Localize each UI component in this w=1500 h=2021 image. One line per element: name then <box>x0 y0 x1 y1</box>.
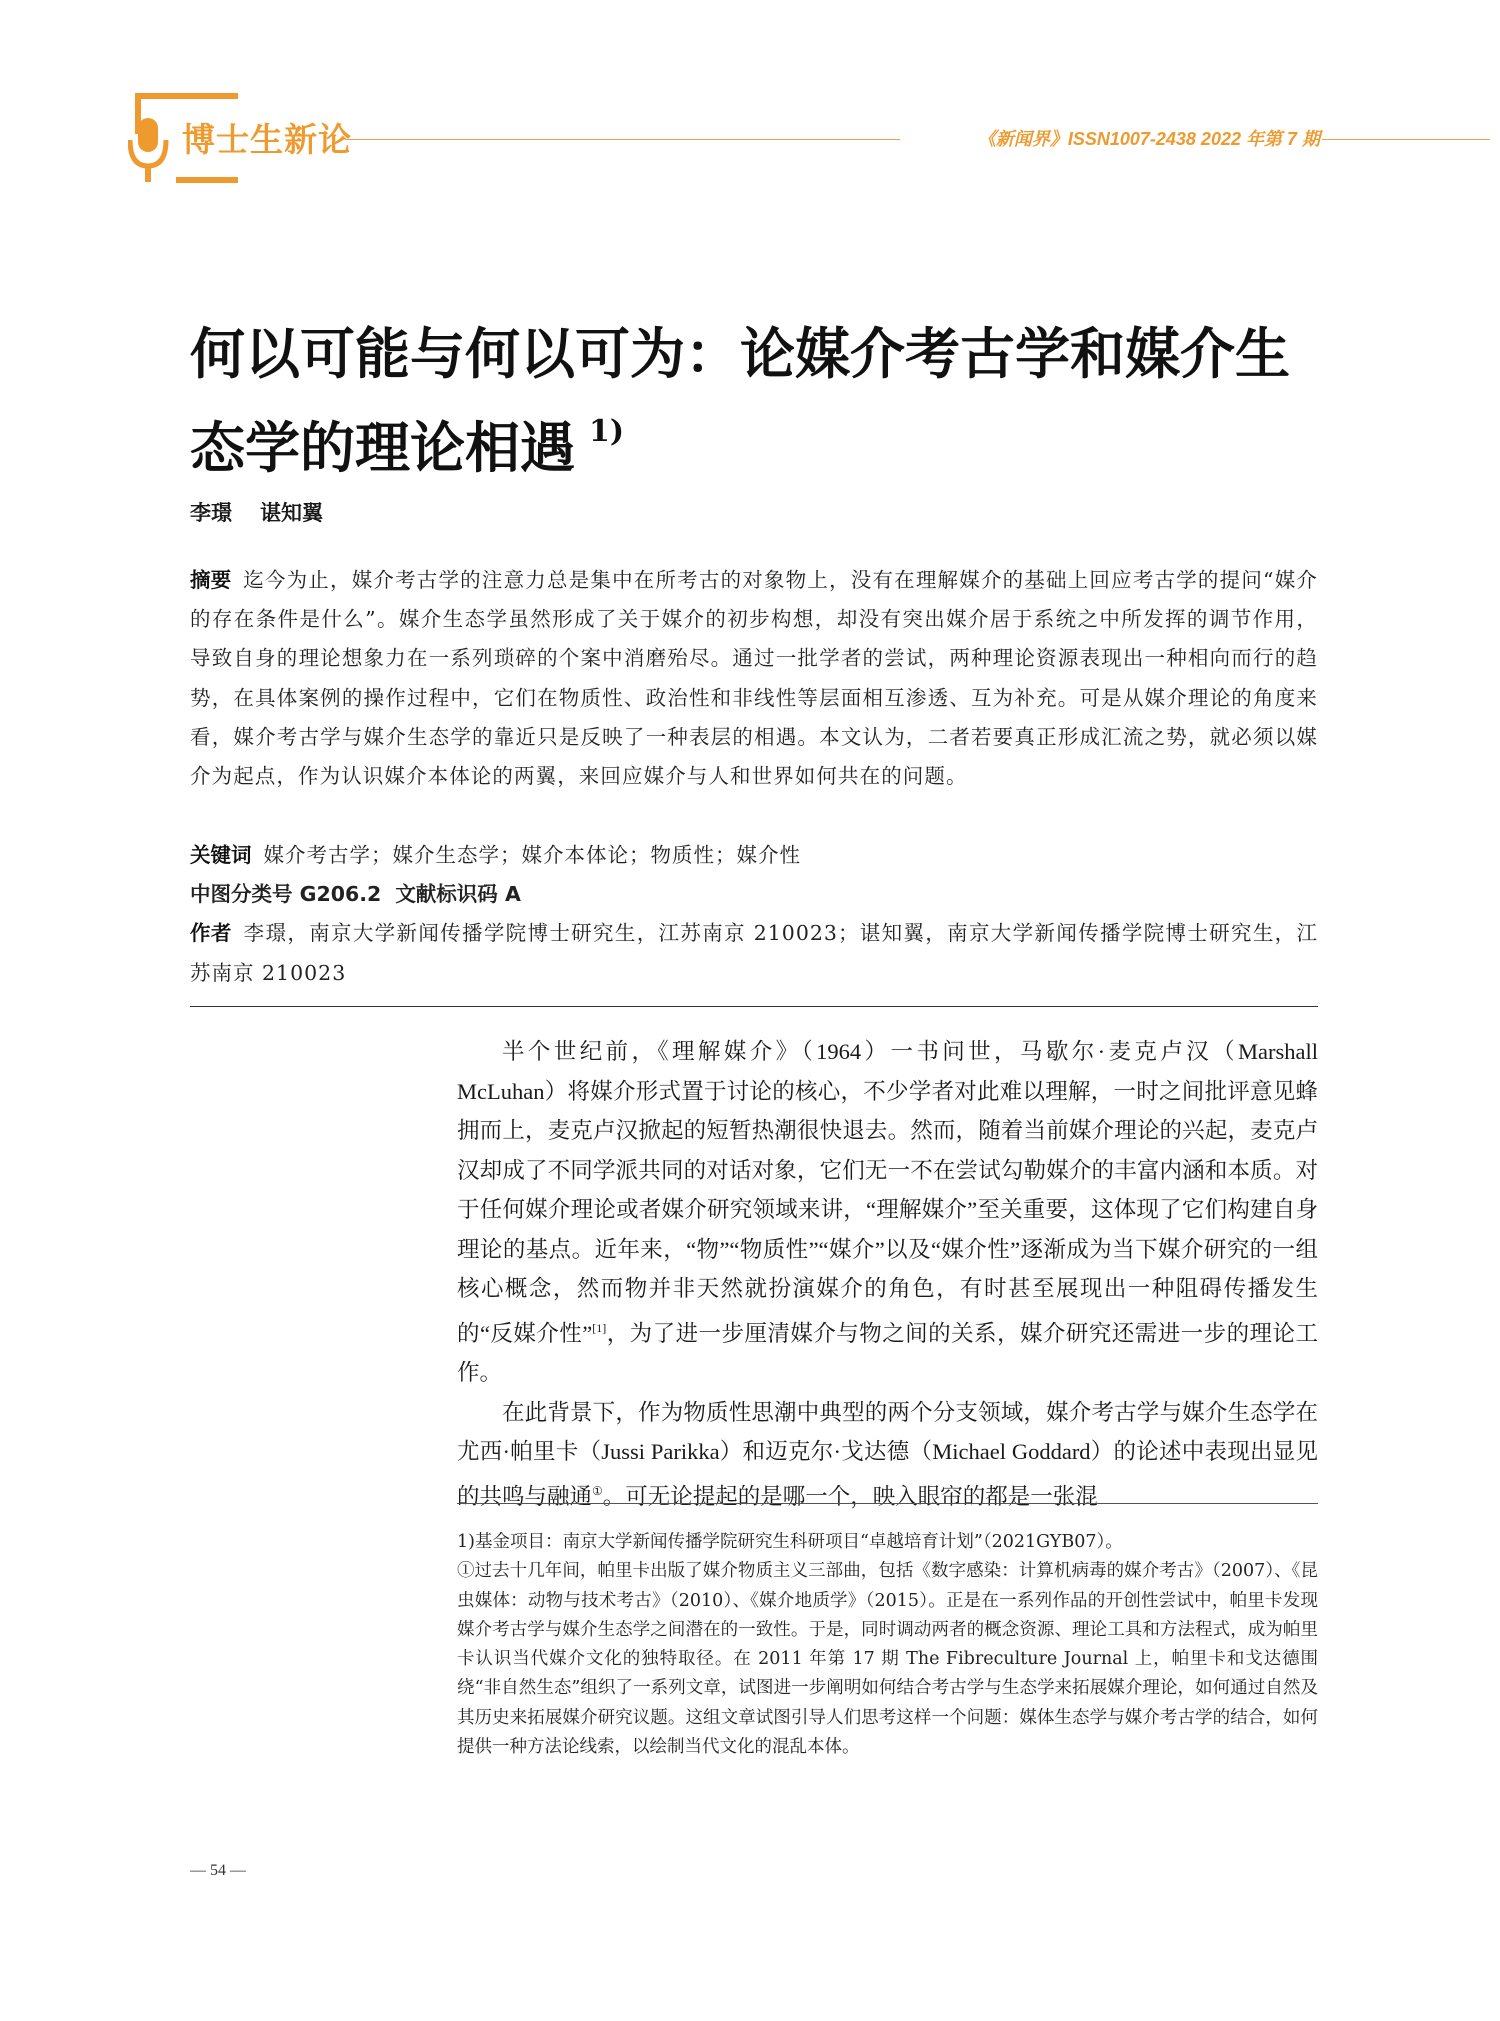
classification-label: 中图分类号 <box>190 882 293 906</box>
column-name: 博士生新论 <box>182 120 352 159</box>
paragraph-text: 在此背景下，作为物质性思潮中典型的两个分支领域，媒介考古学与媒介生态学在尤西·帕里卡（Jussi Parikka）和迈克尔·戈达德（Michael Goddard）的论述中表现出显见的共鸣与融通 <box>457 1399 1318 1509</box>
doc-code-label: 文献标识码 <box>395 882 498 906</box>
abstract-label: 摘要 <box>190 568 232 592</box>
author-name: 李璟 <box>190 501 232 525</box>
author-info-text: 李璟，南京大学新闻传播学院博士研究生，江苏南京 210023；谌知翼，南京大学新闻传播学院博士研究生，江苏南京 210023 <box>190 921 1318 985</box>
article-title <box>190 315 1330 487</box>
citation-mark: [1] <box>592 1320 607 1335</box>
journal-info: 《新闻界》ISSN1007-2438 2022 年第 7 期 <box>977 129 1320 149</box>
author-name: 谌知翼 <box>260 501 323 525</box>
article-body <box>457 1032 1318 1516</box>
article-title-text: 何以可能与何以可为：论媒介考古学和媒介生态学的理论相遇 <box>190 321 1291 480</box>
author-info-label: 作者 <box>190 921 232 945</box>
footnotes <box>457 1528 1318 1762</box>
paragraph-text: ，为了进一步厘清媒介与物之间的关系，媒介研究还需进一步的理论工作。 <box>457 1320 1318 1385</box>
keywords-text: 媒介考古学；媒介生态学；媒介本体论；物质性；媒介性 <box>263 843 801 867</box>
footnote: ①过去十几年间，帕里卡出版了媒介物质主义三部曲，包括《数字感染：计算机病毒的媒介考古》（2007）、《昆虫媒体：动物与技术考古》（2010）、《媒介地质学》（2015）。正是在一系列作品的开创性尝试中，帕里卡发现媒介考古学与媒介生态学之间潜在的一致性。于是，同时调动两者的概念资源、理论工具和方法程式，成为帕里卡认识当代媒介文化的独特取径。在 2011 年第 17 期 The Fibreculture Journal 上，帕里卡和戈达德围绕“非自然生态”组织了一系列文章，试图进一步阐明如何结合考古学与生态学来拓展媒介理论，如何通过自然及其历史来拓展媒介研究议题。这组文章试图引导人们思考这样一个问题：媒体生态学与媒介考古学的结合，如何提供一种方法论线索，以绘制当代文化的混乱本体。 <box>457 1561 1318 1758</box>
header-rule-right <box>1322 139 1490 140</box>
author-info <box>190 914 1318 993</box>
page-number: — 54 — <box>190 1862 246 1879</box>
paragraph-text: 。可无论提起的是哪一个，映入眼帘的都是一张混 <box>602 1483 1098 1509</box>
classification-value: G206.2 <box>299 882 382 906</box>
classification <box>190 875 1318 914</box>
footnote: 1)基金项目：南京大学新闻传播学院研究生科研项目“卓越培育计划”（2021GYB07）。 <box>457 1532 1123 1552</box>
author-list <box>190 498 323 528</box>
abstract-text: 迄今为止，媒介考古学的注意力总是集中在所考古的对象物上，没有在理解媒介的基础上回应考古学的提问“媒介的存在条件是什么”。媒介生态学虽然形成了关于媒介的初步构想，却没有突出媒介居于系统之中所发挥的调节作用，导致自身的理论想象力在一系列琐碎的个案中消磨殆尽。通过一批学者的尝试，两种理论资源表现出一种相向而行的趋势，在具体案例的操作过程中，它们在物质性、政治性和非线性等层面相互渗透、互为补充。可是从媒介理论的角度来看，媒介考古学与媒介生态学的靠近只是反映了一种表层的相遇。本文认为，二者若要真正形成汇流之势，就必须以媒介为起点，作为认识媒介本体论的两翼，来回应媒介与人和世界如何共在的问题。 <box>190 568 1318 789</box>
paragraph-text: 半个世纪前，《理解媒介》（1964）一书问世，马歇尔·麦克卢汉（Marshall McLuhan）将媒介形式置于讨论的核心，不少学者对此难以理解，一时之间批评意见蜂拥而上，麦克卢汉掀起的短暂热潮很快退去。然而，随着当前媒介理论的兴起，麦克卢汉却成了不同学派共同的对话对象，它们无一不在尝试勾勒媒介的丰富内涵和本质。对于任何媒介理论或者媒介研究领域来讲，“理解媒介”至关重要，这体现了它们构建自身理论的基点。近年来，“物”“物质性”“媒介”以及“媒介性”逐渐成为当下媒介研究的一组核心概念，然而物并非天然就扮演媒介的角色，有时甚至展现出一种阻碍传播发生的“反媒介性” <box>457 1039 1318 1346</box>
abstract <box>190 561 1318 796</box>
doc-code-value: A <box>504 882 521 906</box>
footnote-mark: ① <box>592 1483 603 1498</box>
title-note: 1) <box>589 414 625 449</box>
header-rule-left <box>345 139 900 140</box>
abstract-divider <box>190 1006 1318 1007</box>
keywords-label: 关键词 <box>190 843 252 867</box>
footnote-divider <box>457 1503 1318 1504</box>
keywords <box>190 836 1318 875</box>
body-paragraph <box>457 1393 1318 1517</box>
body-paragraph <box>457 1032 1318 1393</box>
